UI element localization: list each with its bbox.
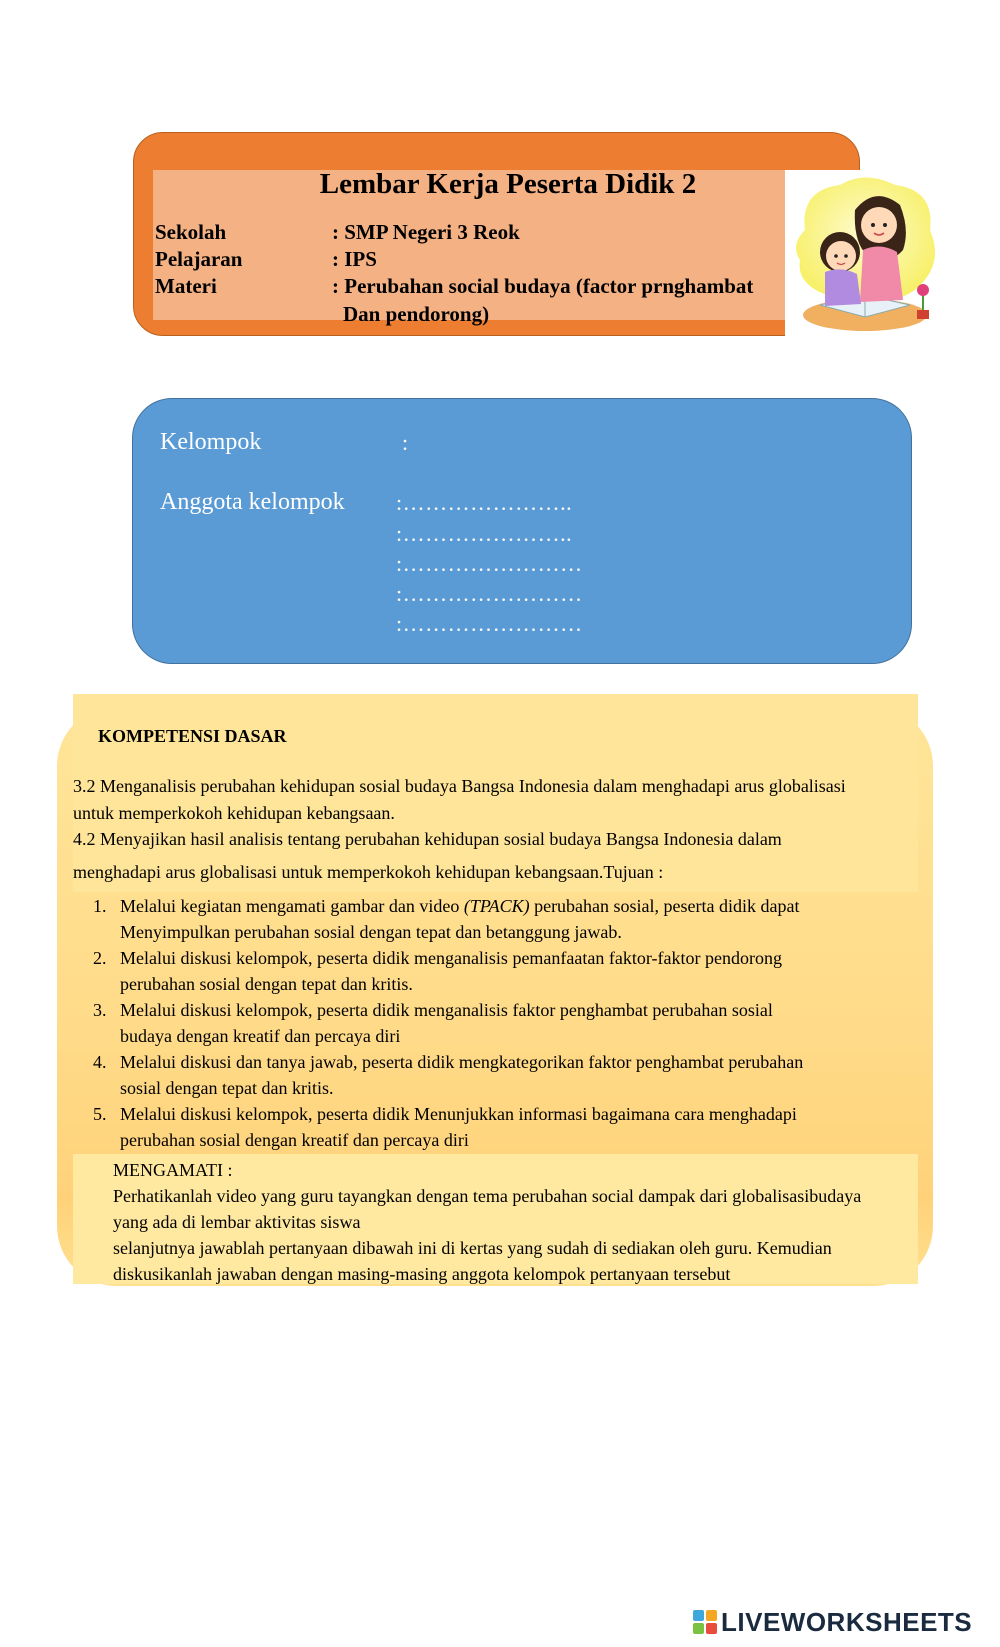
tujuan-number: 5. [93,1104,107,1124]
mengamati-line: Perhatikanlah video yang guru tayangkan dengan tema perubahan social dampak dari globalisasibudaya [113,1186,862,1206]
tujuan-item [93,1049,893,1101]
tujuan-number: 3. [93,1000,107,1020]
info-value: : SMP Negeri 3 Reok [332,220,520,244]
mengamati-line: selanjutnya jawablah pertanyaan dibawah ini di kertas yang sudah di sediakan oleh guru. Kemudian [113,1238,832,1258]
info-label: Sekolah [155,220,227,244]
tujuan-text: Melalui diskusi kelompok, peserta didik menganalisis faktor penghambat perubahan sosial budaya dengan kreatif dan percaya diri [120,1000,773,1046]
tujuan-item [93,893,893,945]
kompetensi-heading: KOMPETENSI DASAR [98,726,287,746]
group-card [132,398,912,664]
anggota-field-4[interactable]: :…………………… [396,581,583,606]
liveworksheets-logo-text: LIVEWORKSHEETS [721,1606,973,1637]
info-value: : IPS [332,247,377,271]
anggota-field-3[interactable]: :…………………… [396,551,583,576]
mengamati-line: diskusikanlah jawaban dengan masing-masing anggota kelompok pertanyaan tersebut [113,1264,731,1284]
info-label: Materi [155,274,217,298]
kd1-line2: untuk memperkokoh kehidupan kebangsaan. [73,803,395,823]
tujuan-item [93,1101,893,1153]
anggota-field-2[interactable]: :………………….. [396,521,573,546]
kelompok-field[interactable]: : [402,430,409,455]
tujuan-text: Melalui diskusi dan tanya jawab, peserta didik mengkategorikan faktor penghambat perubahan sosial dengan tepat dan kritis. [120,1052,804,1098]
tujuan-item [93,997,893,1049]
anggota-field-1[interactable]: :………………….. [396,490,573,515]
liveworksheets-logo-icon [693,1610,717,1634]
mengamati-line: yang ada di lembar aktivitas siswa [113,1212,361,1232]
info-value: : Perubahan social budaya (factor prnghambat [332,274,754,298]
anggota-field-5[interactable]: :…………………… [396,611,583,636]
kd1-line1: 3.2 Menganalisis perubahan kehidupan sosial budaya Bangsa Indonesia dalam menghadapi arus globalisasi [73,776,846,796]
tujuan-item [93,945,893,997]
info-label: Pelajaran [155,247,243,271]
tujuan-number: 4. [93,1052,107,1072]
worksheet-title: Lembar Kerja Peserta Didik 2 [319,168,697,200]
tujuan-text: Melalui diskusi kelompok, peserta didik menganalisis pemanfaatan faktor-faktor pendorong perubahan sosial dengan tepat dan kritis. [120,948,782,994]
info-materi-continuation: Dan pendorong) [343,302,490,326]
tujuan-number: 2. [93,948,107,968]
kd2-line1: 4.2 Menyajikan hasil analisis tentang perubahan kehidupan sosial budaya Bangsa Indonesia dalam [73,829,782,849]
tujuan-number: 1. [93,896,107,916]
mengamati-heading: MENGAMATI : [113,1160,233,1180]
anggota-label: Anggota kelompok [160,489,345,515]
tujuan-text: Melalui diskusi kelompok, peserta didik Menunjukkan informasi bagaimana cara menghadapi perubahan sosial dengan kreatif dan percaya diri [120,1104,797,1150]
mother-child-reading-illustration [785,170,945,340]
kelompok-label: Kelompok [160,429,262,455]
tujuan-list [93,893,893,1153]
mengamati-section [113,1157,861,1287]
tujuan-emphasis: (TPACK) [463,896,530,916]
kd2-line2: menghadapi arus globalisasi untuk memperkokoh kehidupan kebangsaan.Tujuan : [73,862,664,882]
tujuan-text: Melalui kegiatan mengamati gambar dan video [120,896,464,916]
tujuan-text-cont: perubahan sosial, peserta didik dapat Menyimpulkan perubahan sosial dengan tepat dan betanggung jawab. [120,896,800,942]
liveworksheets-logo [693,1606,972,1638]
